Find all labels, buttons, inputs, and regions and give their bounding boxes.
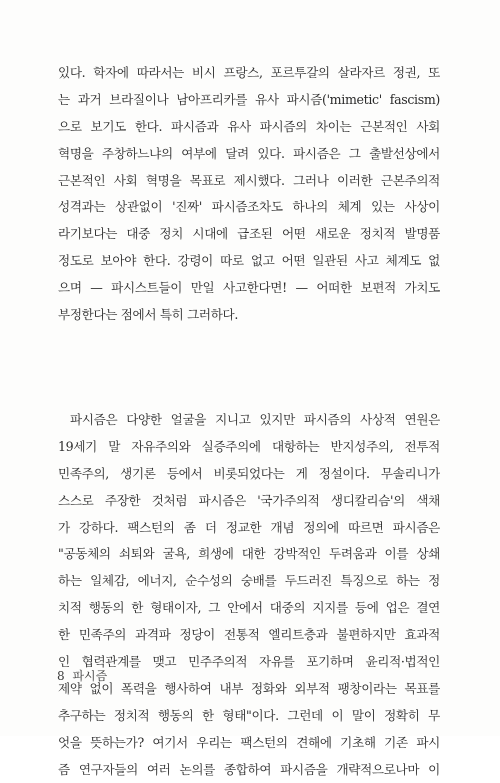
- text-line: 정도로 보아야 한다. 강령이 따로 없고 어떤 일관된 사고 체계도 없: [58, 253, 440, 269]
- text-line: 가 강하다. 팩스턴의 좀 더 정교한 개념 정의에 따르면 파시즘은: [58, 519, 440, 535]
- text-line: 부정한다는 점에서 특히 그러하다.: [58, 307, 239, 323]
- page-footer: [57, 667, 107, 684]
- text-line: 근본적인 사회 혁명을 목표로 제시했다. 그러나 이러한 근본주의적: [58, 172, 440, 188]
- text-line: 즘 연구자들의 여러 논의를 종합하여 파시즘을 개략적으로나마 이: [58, 761, 440, 777]
- text-line: 엇을 뜻하는가? 여기서 우리는 팩스턴의 견해에 기초해 기존 파시: [58, 734, 440, 750]
- text-line: 으로 보기도 한다. 파시즘과 유사 파시즘의 차이는 근본적인 사회: [58, 118, 440, 134]
- text-line: 인 협력관계를 맺고 민주주의적 자유를 포기하며 윤리적·법적인: [58, 654, 440, 670]
- paragraph-1: [58, 60, 440, 329]
- text-line: 추구하는 정치적 행동의 한 형태"이다. 그런데 이 말이 정확히 무: [58, 707, 440, 723]
- text-line: 있다. 학자에 따라서는 비시 프랑스, 포르투갈의 살라자르 정권, 또: [58, 65, 440, 80]
- text-line: 성격과는 상관없이 '진짜' 파시즘조차도 하나의 체계 있는 사상이: [58, 199, 440, 215]
- text-line: 으며 — 파시스트들이 만일 사고한다면! — 어떠한 보편적 가치도: [58, 280, 440, 296]
- text-line: 19세기 말 자유주의와 실증주의에 대항하는 반지성주의, 전투적: [58, 438, 440, 454]
- text-line: 혁명을 주창하느냐의 여부에 달려 있다. 파시즘은 그 출발선상에서: [58, 145, 440, 161]
- text-line: 치적 행동의 한 형태이자, 그 안에서 대중의 지지를 등에 업은 결연: [58, 600, 440, 616]
- text-line: 라기보다는 대중 정치 시대에 급조된 어떤 새로운 정치적 발명품: [58, 226, 440, 242]
- text-line: 파시즘은 다양한 얼굴을 지니고 있지만 파시즘의 사상적 연원은: [70, 412, 440, 427]
- page-number: 8: [57, 669, 65, 683]
- text-line: 민족주의, 생기론 등에서 비롯되었다는 게 정설이다. 무솔리니가: [58, 465, 440, 481]
- paragraph-2: [58, 407, 440, 783]
- text-line: 는 과거 브라질이나 남아프리카를 유사 파시즘('mimetic' fascism): [58, 91, 440, 107]
- text-line: 스스로 주장한 것처럼 파시즘은 '국가주의적 생디칼리슴'의 색채: [58, 492, 440, 508]
- text-line: 하는 일체감, 에너지, 순수성의 숭배를 두드러진 특징으로 하는 정: [58, 573, 440, 589]
- text-line: 제약 없이 폭력을 행사하여 내부 정화와 외부적 팽창이라는 목표를: [58, 680, 440, 696]
- running-title: 파시즘: [72, 669, 108, 683]
- text-line: 한 민족주의 과격파 정당이 전통적 엘리트층과 불편하지만 효과적: [58, 627, 440, 643]
- text-line: "공동체의 쇠퇴와 굴욕, 희생에 대한 강박적인 두려움과 이를 상쇄: [58, 546, 440, 562]
